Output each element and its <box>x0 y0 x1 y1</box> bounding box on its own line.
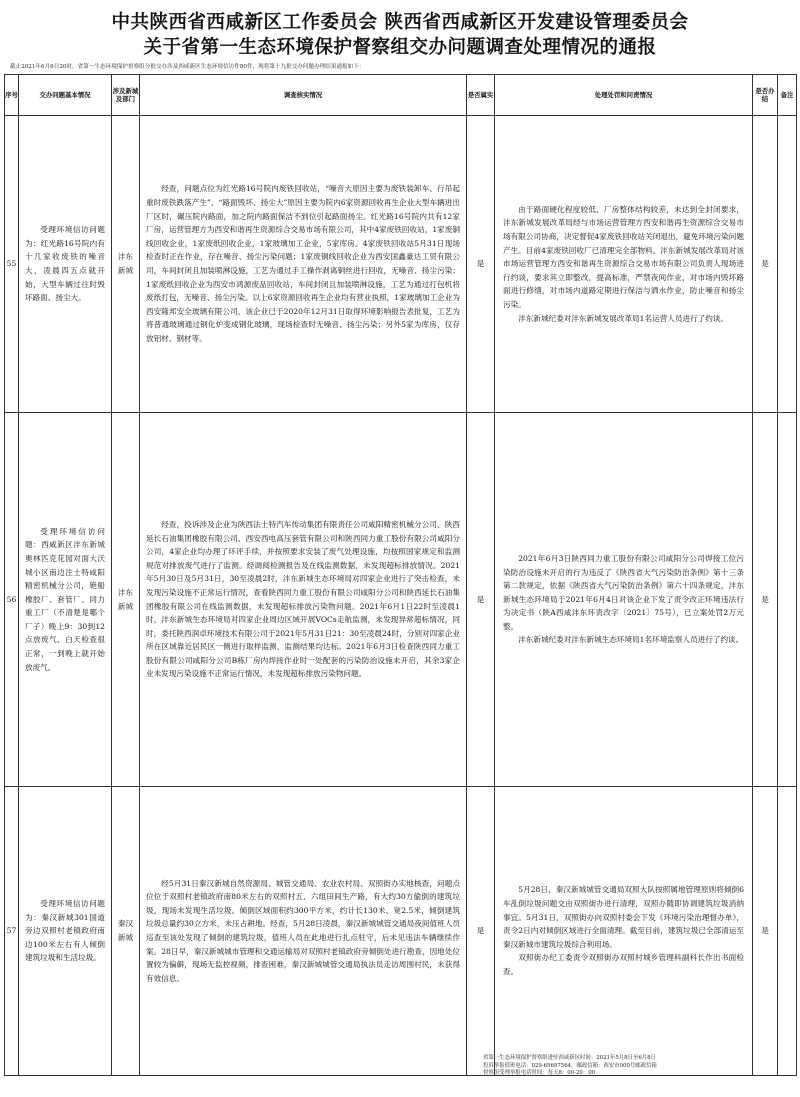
col-header-dept: 涉及新城及部门 <box>112 75 140 116</box>
row-dept: 沣东新城 <box>112 116 140 413</box>
intro-note: 截止2021年6月6日20时，省第一生态环境保护督察组分批交办涉及西咸新区生态环境信访件80件，现将第十九批交办问题办理结果通报如下： <box>10 64 365 70</box>
row-seq: 55 <box>5 116 19 413</box>
row-investigation <box>140 413 467 787</box>
row-dept: 沣东新城 <box>112 413 140 787</box>
row-basic-info <box>19 413 112 787</box>
row-remark <box>778 787 797 1076</box>
col-header-basic: 交办问题基本情况 <box>19 75 112 116</box>
col-header-remark: 备注 <box>778 75 797 116</box>
row-result <box>495 413 753 787</box>
row-investigation-text: 经5月31日秦汉新城自然资源局、城管交通局、农业农村局、双照街办实地核查，问题点位位于双照村老镇政府南80米左右的双照村五、六组田间生产路，有大约30方偷倒的建筑垃圾，现场未发现生活垃圾。倾倒区域面积约300平方米，约计长130米、宽2.5米，倾倒建筑垃圾总量约30立方米，未压占耕地。经查，5月28日凌晨，秦汉新城城管交通局夜间值班人员巡查至该处发现了倾倒的建筑垃圾，值班人员在此地进行扎点驻守，后未见违法车辆继续作案。28日早，秦汉新城城市管理和交通运输局对双照村老镇政府旁倾倒处进行勘查，因地处位置较为偏僻，现场无监控视频，排查困难，秦汉新城城管交通局执法员走访周围村民，未获得有效信息。 <box>146 878 460 983</box>
row-investigation <box>140 787 467 1076</box>
table-row <box>5 787 797 1076</box>
document-title-line2: 关于省第一生态环境保护督察组交办问题调查处理情况的通报 <box>143 37 657 58</box>
row-closed: 是 <box>753 413 778 787</box>
row-closed: 是 <box>753 116 778 413</box>
row-investigation <box>140 116 467 413</box>
col-header-result: 处理处罚和问责情况 <box>495 75 753 116</box>
col-header-investigation: 调查核实情况 <box>140 75 467 116</box>
row-seq: 57 <box>5 787 19 1076</box>
footer-line: 省第一生态环境保护督察组进驻西咸新区时间：2021年5月8日至6月8日 <box>483 1055 656 1061</box>
col-header-verified: 是否属实 <box>467 75 495 116</box>
document-title-line1: 中共陕西省西咸新区工作委员会 陕西省西咸新区开发建设管理委员会 <box>111 12 689 33</box>
row-basic-info <box>19 116 112 413</box>
row-verified: 是 <box>467 116 495 413</box>
row-investigation-text: 经查，问题点位为红光路16号院内废铁回收站，“噪音大原因主要为废铁装卸车、行吊起重时废铁跌落产生”，“路面毁坏、扬尘大”原因主要为院内6家资源回收再生企业大型车辆进出厂区时，碾压院内路面，加之院内路面保洁不到位引起路面扬尘。红光路16号院内共有12家厂房，运营管理方为西安和谐再生资源综合交易市场有限公司，其中4家废铁回收站，1家废铜线回收企业，1家废纸回收企业，1家玻璃加工企业，5家库房。4家废铁回收站5月31日现场检查时正在作业，存在噪音、扬尘污染问题；1家废铜线回收企业为西安国鑫豪达工贸有限公司，车间封闭且加装喷淋设施，工艺为通过手工操作剥离铜丝进行回收，无噪音、扬尘污染；1家废纸回收企业为西安市鸿源废品回收站，车间封闭且加装喷淋设施，工艺为通过打包机将废纸打包，无噪音、扬尘污染。以上6家资源回收再生企业均有营业执照，1家玻璃加工企业为西安隆邦安全玻璃有限公司，该企业已于2020年12月31日取得环境影响报告表批复，工艺为将普通玻璃通过钢化炉变成钢化玻璃，现场检查时无噪音、扬尘污染；另外5家为库房，仅存放铝材、钢材等。 <box>146 184 460 343</box>
footer-line: 投诉举报值班电话：029-65697564，邮政信箱：西安市000号邮政信箱 <box>483 1062 657 1069</box>
report-table <box>4 74 797 1076</box>
table-header-row <box>5 75 797 116</box>
row-result-para: 5月28日，秦汉新城城管交通局双照大队按照属地管理原则将倾倒6车乱倒垃圾问题交由双照街办进行清理，双照办随即协调建筑垃圾消纳事宜。5月31日，双照街办向双照村委会下发《环境污染治理督办单》，责令2日内对倾倒区域进行全面清理。截至目前，建筑垃圾已全部清运至秦汉新城市建筑垃圾综合利用场。 <box>503 885 744 949</box>
footer-info <box>483 1055 657 1078</box>
row-seq: 56 <box>5 413 19 787</box>
row-result-para: 2021年6月3日陕西同力重工股份有限公司咸阳分公司焊接工位污染防治设施未开启的行为违反了《陕西省大气污染防治条例》第十三条第二款规定，依据《陕西省大气污染防治条例》第六十四条规定，沣东新城生态环境局于2021年6月4日对该企业下发了责令改正环境违法行为决定书（陕A西咸沣东环责改字〔2021〕75号），已立案处罚2万元整。 <box>503 553 744 631</box>
row-verified: 是 <box>467 787 495 1076</box>
row-remark <box>778 413 797 787</box>
row-basic-text: 受理环境信访问题为：红光路16号院内有十几家收废铁的噪音大，凌晨四五点就开始，大型车辆过往时毁坏路面、扬尘大。 <box>25 225 105 303</box>
row-basic-info <box>19 787 112 1076</box>
table-row <box>5 413 797 787</box>
row-result-para: 双照街办纪工委责令双照街办双照村城乡管理科副科长作出书面检查。 <box>503 953 744 976</box>
row-result <box>495 787 753 1076</box>
row-result-para: 沣东新城纪委对沣东新城生态环境局1名环境监察人员进行了约谈。 <box>518 635 744 645</box>
row-verified: 是 <box>467 413 495 787</box>
footer-line: 督察组受理举报电话时间：每天8：00-20：00 <box>483 1070 596 1076</box>
col-header-closed: 是否办结 <box>753 75 778 116</box>
col-header-seq: 序号 <box>5 75 19 116</box>
row-investigation-text: 经查，投诉涉及企业为陕西法士特汽车传动集团有限责任公司咸阳精密机械分公司、陕西延长石油集团橡胶有限公司、西安西电高压套管有限公司和陕西同力重工股份有限公司咸阳分公司，4家企业均办理了环评手续，并按照要求安装了废气处理设施，均按照国家规定和监测规范对排放废气进行了监测。经调阅检测报告及在线监测数据，未发现超标排放情况。2021年5月30日及5月31日，30至凌晨2时，沣东新城生态环境局对四家企业进行了突击检查，未发现污染设施不正常运行情况，查看陕西同力重工股份有限公司咸阳分公司和陕西延长石油集团橡胶有限公司在线监测数据，未发现超标排放污染物问题。2021年6月1日22时至凌晨1时，沣东新城生态环境局对四家企业周边区域开展VOCs走航监测，未发现异常超标情况，同时，委托陕西润卓环境技术有限公司于2021年5月31日21：30至凌晨24时，分别对四家企业所在区域靠近居民区一侧进行取样监测，监测结果均达标。2021年6月3日检查陕西同力重工股份有限公司咸阳分公司B栋厂房内焊接作业时一处配套的污染防治设施未开启，其余3家企业未发现污染设施不正常运行情况，未发现超标排放污染物问题。 <box>146 519 460 679</box>
row-result-para: 沣东新城纪委对沣东新城发展改革局1名运营人员进行了约谈。 <box>518 313 729 323</box>
row-result-para: 由于路面硬化程度较低、厂房整体结构较差，未达到全封闭要求，沣东新城发展改革局经与市场运营管理方西安和谐再生资源综合交易市场有限公司协商，决定督促4家废铁回收站关闭退出，避免环境污染问题产生。目前4家废铁回收厂已清理完全部物料。沣东新城发展改革局对该市场运营管理方西安和谐再生资源综合交易市场有限公司负责人现场进行约谈，要求其立即整改，提高标准，严禁夜间作业，对市场内毁坏路面进行修缮，对市场内道路定期进行保洁与洒水作业，防止噪音和扬尘污染。 <box>503 204 744 309</box>
row-remark <box>778 116 797 413</box>
table-row <box>5 116 797 413</box>
row-result <box>495 116 753 413</box>
row-closed: 是 <box>753 787 778 1076</box>
row-basic-text: 受理环境信访问题：西咸新区沣东新城奥林匹克花园对面大沃城小区南边注士特咸阳精密机械分公司，铯船橡胶厂、套管厂、同力重工厂（不清楚是哪个厂子）晚上9：30到12点放废气、白天检查很正常，一到晚上就开始放废气。 <box>25 526 105 672</box>
row-dept: 秦汉新城 <box>112 787 140 1076</box>
row-basic-text: 受理环境信访问题为：秦汉新城301国道旁边双照村老镇政府南边100米左右有人倾倒建筑垃圾和生活垃圾。 <box>25 899 105 963</box>
